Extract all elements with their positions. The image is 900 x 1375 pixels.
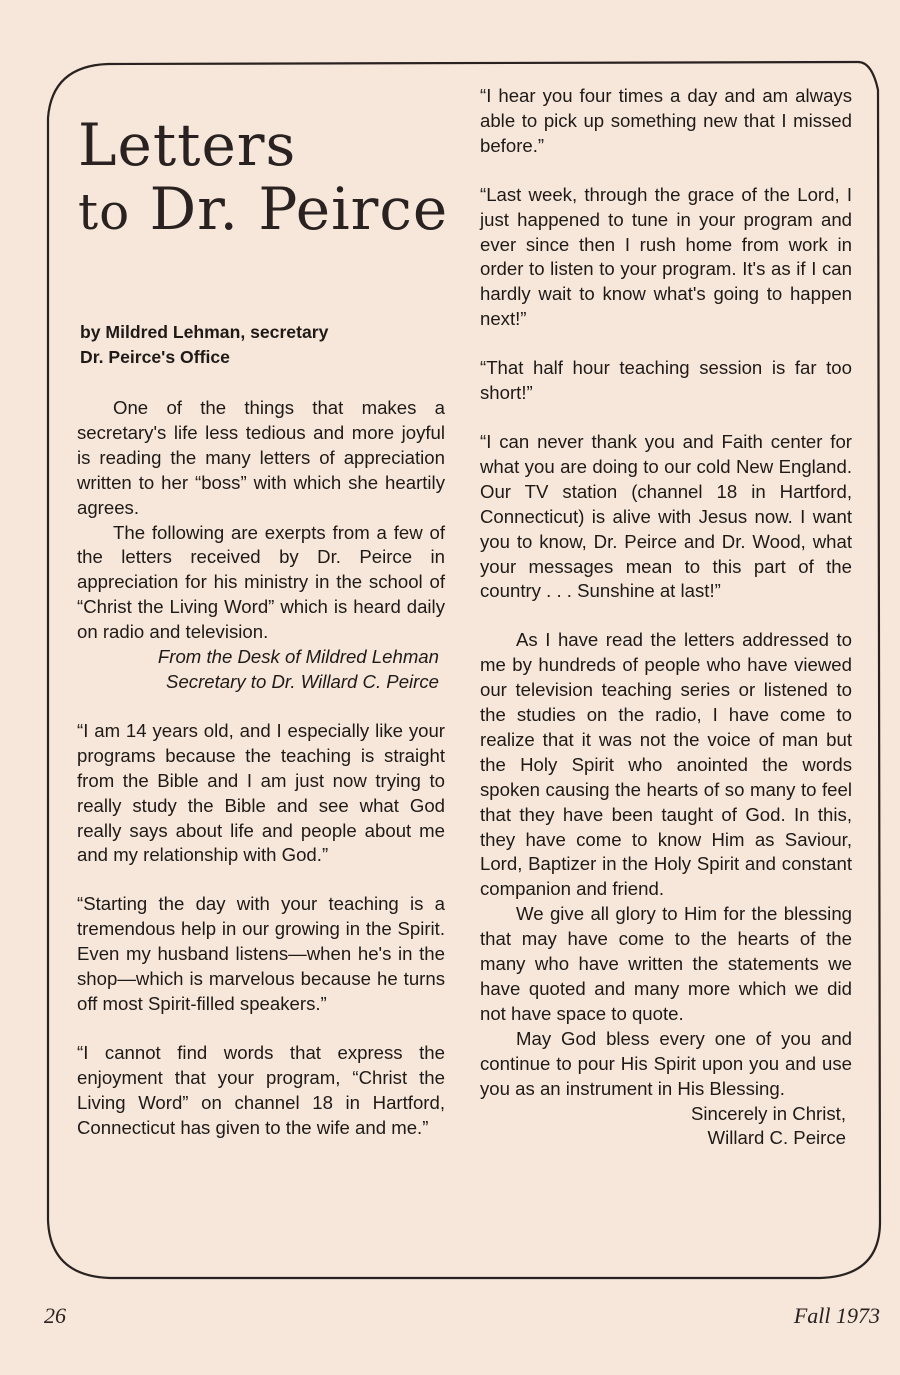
letter-quote-1: “I am 14 years old, and I especially like your programs because the teaching is straight from the Bible and I am just now trying to really study the Bible and see what God really says about life and people about me and my relationship with God.” — [77, 719, 445, 866]
letter-quote-7: “I can never thank you and Faith center for what you are doing to our cold New England. Our TV station (channel 18 in Hartford, Connecticut) is alive with Jesus now. I want you to know, Dr. Peirce and Dr. Wood, what your messages mean to this part of the country . . . Sunshine at last!” — [480, 430, 852, 602]
closing-signature — [480, 1102, 852, 1152]
signature-name: Willard C. Peirce — [707, 1127, 846, 1149]
title-line-letters: Letters — [78, 111, 297, 179]
title-word-to: to — [78, 183, 131, 241]
desk-line-1: From the Desk of Mildred Lehman — [157, 646, 439, 668]
signoff: Sincerely in Christ, — [691, 1102, 846, 1124]
article-title — [78, 112, 458, 241]
letter-quote-5: “Last week, through the grace of the Lord, I just happened to tune in your program and ever since then I rush home from work in order to listen to your program. It's as if I can hardly wait to know what's going to happen next!” — [480, 183, 852, 330]
right-column — [480, 84, 852, 1151]
issue-label: Fall 1973 — [793, 1303, 880, 1328]
intro-paragraph-1: One of the things that makes a secretary's life less tedious and more joyful is reading the many letters of appreciation written to her “boss” with which she heartily agrees. — [77, 397, 445, 518]
intro-paragraph-2: The following are exerpts from a few of the letters received by Dr. Peirce in appreciation for his ministry in the school of “Christ the Living Word” which is heard daily on radio and television. — [77, 521, 445, 643]
byline-office: Dr. Peirce's Office — [80, 347, 230, 367]
closing-paragraph-3: May God bless every one of you and continue to pour His Spirit upon you and use you as an instrument in His Blessing. — [480, 1027, 852, 1099]
page-number: 26 — [44, 1303, 66, 1328]
letter-quote-2: “Starting the day with your teaching is a tremendous help in our growing in the Spirit. Even my husband listens—when he's in the shop—which is marvelous because he turns off most Spirit-filled speakers.” — [77, 893, 445, 1014]
letter-quote-6: “That half hour teaching session is far too short!” — [480, 357, 852, 404]
letter-quote-4: “I hear you four times a day and am always able to pick up something new that I missed before.” — [480, 85, 852, 156]
letter-quote-3: “I cannot find words that express the enjoyment that your program, “Christ the Living Word” on channel 18 in Hartford, Connecticut has given to the wife and me.” — [77, 1041, 445, 1138]
desk-line-2: Secretary to Dr. Willard C. Peirce — [166, 670, 439, 692]
closing-paragraph-2: We give all glory to Him for the blessing that may have come to the hearts of the many who have written the statements we have quoted and many more which we did not have space to quote. — [480, 903, 852, 1024]
desk-signature — [77, 645, 445, 695]
left-column — [77, 320, 445, 1140]
title-line-to-dr-peirce — [78, 175, 458, 243]
title-name: Dr. Peirce — [149, 175, 449, 243]
closing-paragraph-1: As I have read the letters addressed to me by hundreds of people who have viewed our television teaching series or listened to the studies on the radio, I have come to realize that it was not the voice of man but the Holy Spirit who anointed the words spoken causing the hearts of so many to feel that they have been taught of God. In this, they have come to know Him as Saviour, Lord, Baptizer in the Holy Spirit and constant companion and friend. — [480, 629, 852, 900]
byline-author: by Mildred Lehman, secretary — [80, 322, 329, 342]
byline — [80, 320, 445, 370]
